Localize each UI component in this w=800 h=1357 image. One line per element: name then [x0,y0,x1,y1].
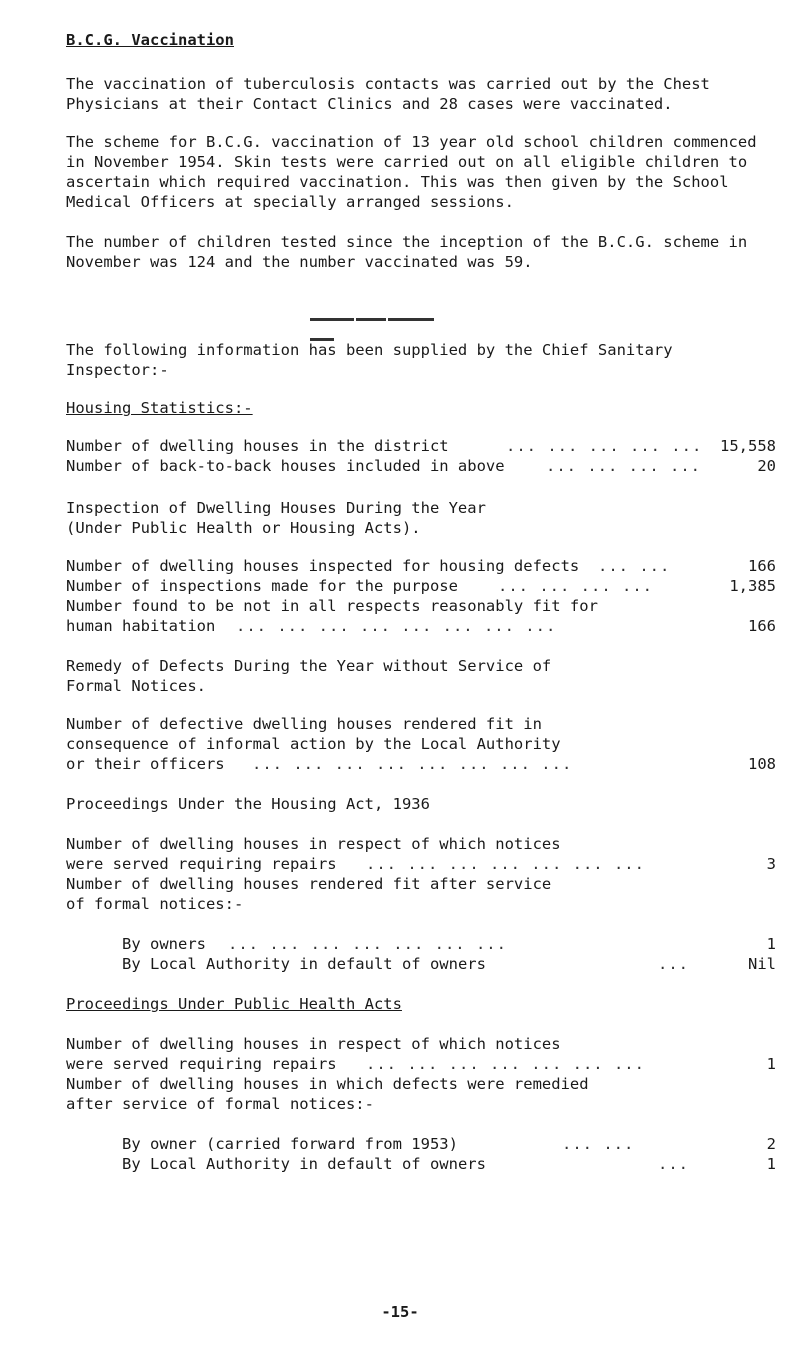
row-value: 3 [766,855,776,873]
table-row: ... ... ... ... Number of back-to-back houses included in above 20 [66,457,776,475]
section-divider [310,318,460,321]
row-label: Number of back-to-back houses included in above [66,457,505,475]
row-label: Number found to be not in all respects reasonably fit for [66,597,598,615]
row-label: human habitation [66,617,216,635]
row-label: Number of dwelling houses rendered fit after service [66,875,552,893]
row-label: Number of dwelling houses inspected for housing defects [66,557,580,575]
row-value: 2 [766,1135,776,1153]
row-label: By Local Authority in default of owners [122,1155,486,1173]
table-row: ... ... ... ... ... Number of dwelling houses in the district 15,558 [66,437,776,455]
inspection-table [66,556,776,636]
housing-statistics-table [66,436,776,476]
table-row: ... ... ... ... ... ... ... were served requiring repairs 3 [66,855,776,873]
housing-act-table [66,834,776,914]
row-value: Nil [748,955,776,973]
table-row: ... ... ... ... ... ... ... were served requiring repairs 1 [66,1055,776,1073]
row-label: Number of dwelling houses in the district [66,437,449,455]
intro-paragraph-2: The scheme for B.C.G. vaccination of 13 year old school children commenced in November 1954. Skin tests were carried out on all eligible children to ascertain which required vaccination. This was then given by the School Medical Officers at specially arranged sessions. [66,133,766,211]
row-value: 1,385 [729,577,776,595]
public-health-table [66,1034,776,1114]
row-label: Number of dwelling houses in which defects were remedied [66,1075,589,1093]
row-value: 166 [748,557,776,575]
row-label: Number of inspections made for the purpose [66,577,458,595]
table-row: ... By Local Authority in default of owners Nil [122,955,776,973]
row-value: 1 [766,1055,776,1073]
intro-paragraph-1: The vaccination of tuberculosis contacts was carried out by the Chest Physicians at their Contact Clinics and 28 cases were vaccinated. [66,75,720,113]
row-label: were served requiring repairs [66,855,337,873]
row-value: 15,558 [720,437,776,455]
remedy-table [66,714,776,774]
housing-statistics-title: Housing Statistics:- [66,399,253,417]
table-row: ... By Local Authority in default of owners 1 [122,1155,776,1173]
inspection-title: Inspection of Dwelling Houses During the Year (Under Public Health or Housing Acts). [66,499,486,537]
row-value: 1 [766,935,776,953]
table-row: ... ... ... ... ... ... ... ... or their officers 108 [66,755,776,773]
info-intro: The following information has been supplied by the Chief Sanitary Inspector:- [66,341,682,379]
row-value: 20 [757,457,776,475]
row-label: consequence of informal action by the Local Authority [66,735,561,753]
table-row [66,596,776,616]
row-value: 1 [766,1155,776,1173]
row-label: Number of defective dwelling houses rendered fit in [66,715,542,733]
page-number: -15- [381,1303,419,1321]
row-label: or their officers [66,755,225,773]
intro-paragraph-3: The number of children tested since the inception of the B.C.G. scheme in November was 124 and the number vaccinated was 59. [66,233,757,271]
public-health-subtable [122,1134,776,1174]
row-value: 166 [748,617,776,635]
heading-text: B.C.G. Vaccination [66,31,234,49]
table-row: ... ... ... ... Number of inspections made for the purpose 1,385 [66,577,776,595]
row-label: were served requiring repairs [66,1055,337,1073]
table-row: ... ... By owner (carried forward from 1953) 2 [122,1135,776,1153]
housing-act-title: Proceedings Under the Housing Act, 1936 [66,795,430,813]
row-label: By Local Authority in default of owners [122,955,486,973]
table-row: ... ... ... ... ... ... ... ... human habitation 166 [66,617,776,635]
public-health-title: Proceedings Under Public Health Acts [66,995,402,1013]
row-label: Number of dwelling houses in respect of which notices [66,835,561,853]
row-label: of formal notices:- [66,895,244,913]
row-value: 108 [748,755,776,773]
housing-act-subtable [122,934,776,974]
row-label: Number of dwelling houses in respect of which notices [66,1035,561,1053]
row-label: after service of formal notices:- [66,1095,374,1113]
table-row: ... ... ... ... ... ... ... By owners 1 [122,935,776,953]
remedy-title: Remedy of Defects During the Year without Service of Formal Notices. [66,657,552,695]
row-label: By owners [122,935,206,953]
page-heading [66,30,776,50]
row-label: By owner (carried forward from 1953) [122,1135,458,1153]
table-row: ... ... Number of dwelling houses inspected for housing defects 166 [66,557,776,575]
